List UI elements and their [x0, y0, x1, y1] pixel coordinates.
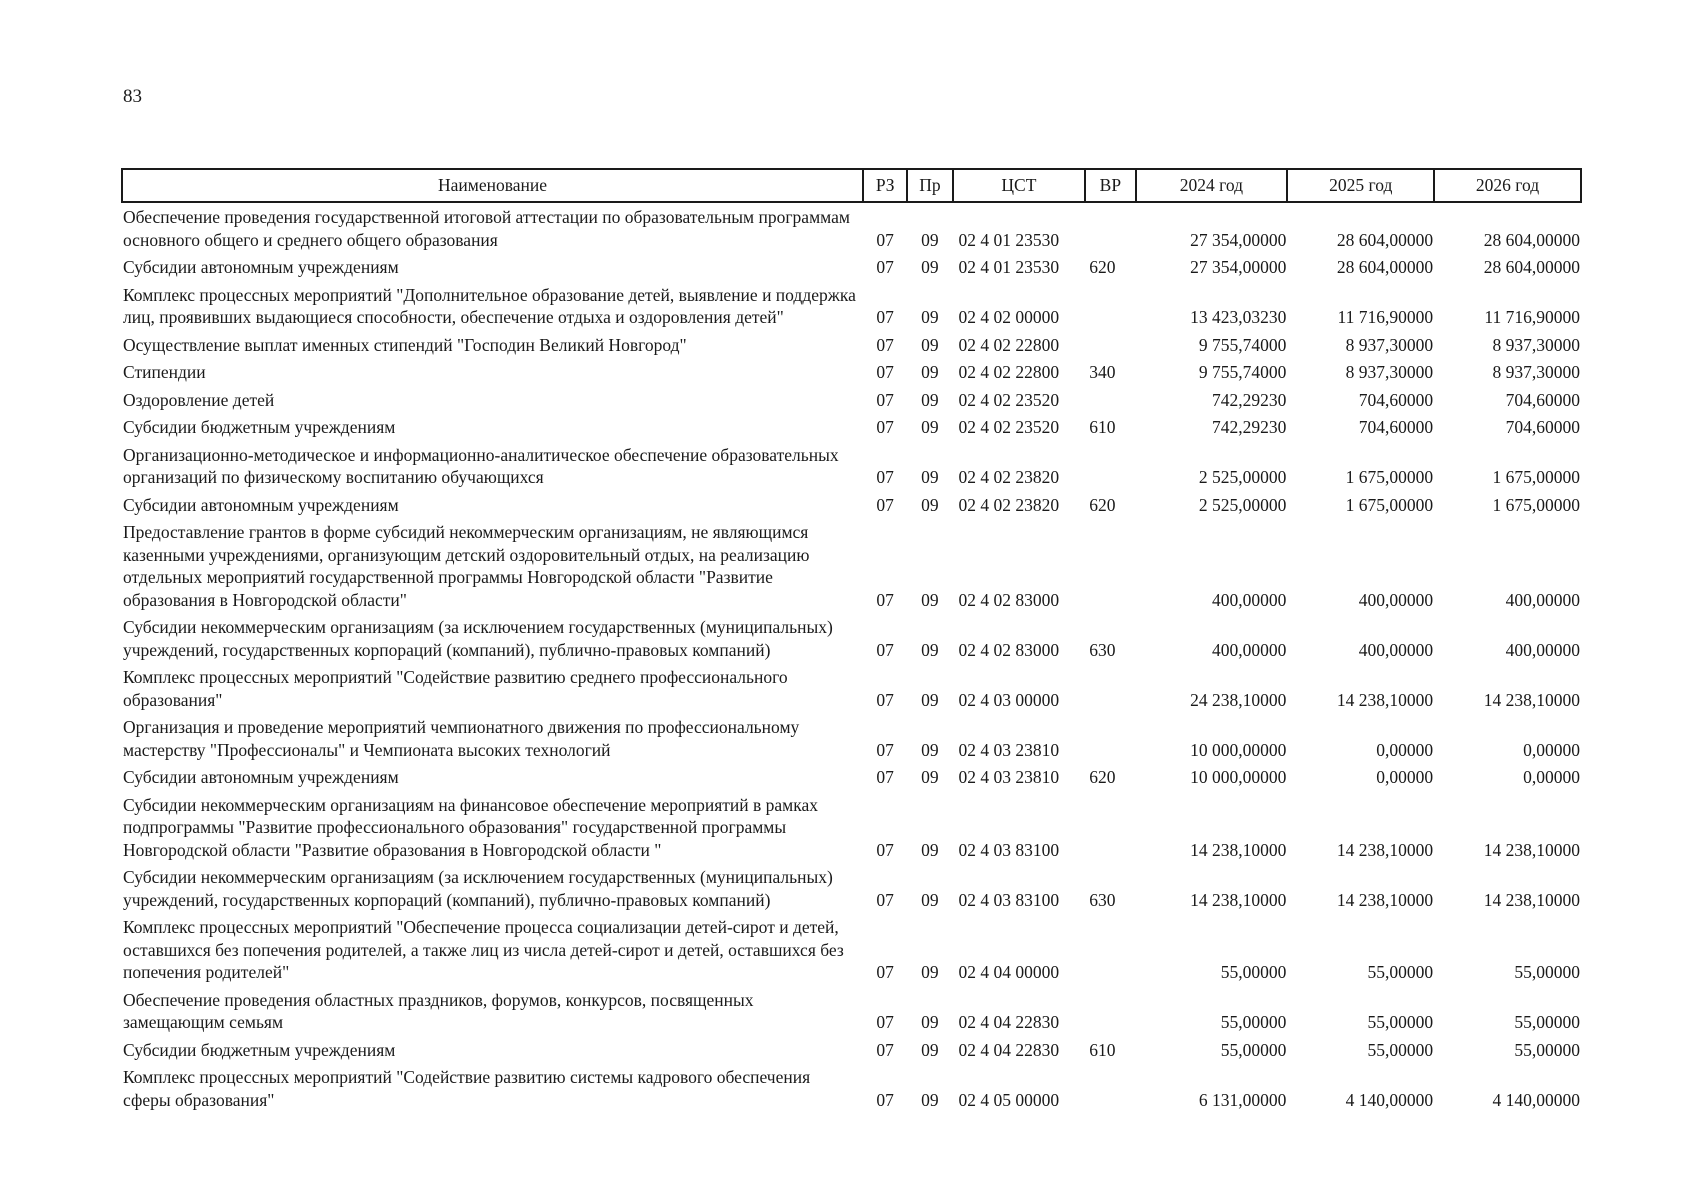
row-rz: 07: [876, 229, 894, 250]
row-name: Субсидии некоммерческим организациям (за исключением государственных (муниципальных) учреждений, государственных корпораций (компаний), публично-правовых компаний): [123, 867, 833, 910]
row-name: Комплекс процессных мероприятий "Содействие развитию среднего профессионального образования": [123, 667, 788, 710]
header-2024: 2024 год: [1136, 169, 1288, 202]
row-amount-2025: 14 238,10000: [1336, 839, 1434, 860]
row-name: Субсидии автономным учреждениям: [123, 767, 399, 787]
row-amount-2026: 28 604,00000: [1483, 257, 1580, 277]
header-2026: 2026 год: [1434, 169, 1581, 202]
row-vr: [1085, 441, 1135, 491]
row-amount-2024: 27 354,00000: [1190, 257, 1287, 277]
table-row: [122, 518, 1581, 613]
row-amount-2024: 400,00000: [1211, 589, 1287, 610]
row-amount-2026: 704,60000: [1505, 389, 1580, 410]
row-amount-2026: 4 140,00000: [1492, 1089, 1580, 1110]
table-row: [122, 1036, 1581, 1064]
table-body: [122, 202, 1581, 1113]
row-vr: [1085, 986, 1135, 1036]
row-cst: 02 4 03 83100: [958, 889, 1060, 910]
table-row: [122, 253, 1581, 281]
row-rz: 07: [876, 689, 894, 710]
row-amount-2025: 0,00000: [1376, 767, 1434, 787]
row-amount-2024: 742,29230: [1211, 417, 1287, 437]
row-amount-2024: 6 131,00000: [1198, 1089, 1287, 1110]
row-amount-2026: 14 238,10000: [1483, 689, 1580, 710]
row-pr: 09: [921, 229, 939, 250]
row-name: Обеспечение проведения областных праздников, форумов, конкурсов, посвященных замещающим семьям: [123, 989, 754, 1032]
row-rz: 07: [876, 639, 894, 660]
row-amount-2025: 55,00000: [1367, 962, 1434, 982]
row-pr: 09: [921, 739, 939, 760]
row-rz: 07: [876, 962, 894, 982]
row-name: Субсидии бюджетным учреждениям: [123, 1039, 396, 1060]
row-vr: [1085, 791, 1135, 864]
row-name: Субсидии автономным учреждениям: [123, 494, 399, 515]
row-cst: 02 4 02 22800: [958, 362, 1060, 382]
row-cst: 02 4 02 00000: [958, 307, 1060, 327]
row-amount-2025: 0,00000: [1376, 739, 1434, 760]
row-amount-2025: 1 675,00000: [1345, 467, 1434, 487]
row-vr: 630: [1089, 639, 1116, 660]
table-row: [122, 913, 1581, 986]
row-pr: 09: [921, 889, 939, 910]
table-row: [122, 986, 1581, 1036]
header-pr: Пр: [907, 169, 952, 202]
row-vr: [1085, 331, 1135, 359]
row-pr: 09: [921, 417, 939, 437]
row-amount-2025: 55,00000: [1367, 1012, 1434, 1032]
row-cst: 02 4 02 22800: [958, 334, 1060, 355]
table-row: [122, 281, 1581, 331]
table-row: [122, 863, 1581, 913]
row-rz: 07: [876, 307, 894, 327]
row-cst: 02 4 04 22830: [958, 1039, 1060, 1060]
row-rz: 07: [876, 1089, 894, 1110]
row-amount-2026: 14 238,10000: [1483, 839, 1580, 860]
row-name: Организационно-методическое и информационно-аналитическое обеспечение образовательных организаций по физическому воспитанию обучающихся: [123, 444, 839, 487]
row-pr: 09: [921, 1012, 939, 1032]
row-amount-2026: 400,00000: [1505, 639, 1580, 660]
row-amount-2026: 8 937,30000: [1492, 362, 1580, 382]
row-rz: 07: [876, 589, 894, 610]
row-amount-2024: 10 000,00000: [1190, 767, 1287, 787]
row-rz: 07: [876, 389, 894, 410]
row-amount-2024: 55,00000: [1220, 1012, 1287, 1032]
row-amount-2024: 742,29230: [1211, 389, 1287, 410]
row-amount-2024: 13 423,03230: [1190, 307, 1287, 327]
row-rz: 07: [876, 1012, 894, 1032]
table-row: [122, 331, 1581, 359]
row-cst: 02 4 03 00000: [958, 689, 1060, 710]
row-amount-2025: 28 604,00000: [1336, 257, 1434, 277]
table-row: [122, 491, 1581, 519]
row-rz: 07: [876, 334, 894, 355]
row-cst: 02 4 04 22830: [958, 1012, 1060, 1032]
row-cst: 02 4 02 23820: [958, 494, 1060, 515]
row-rz: 07: [876, 739, 894, 760]
row-cst: 02 4 01 23530: [958, 257, 1060, 277]
row-name: Субсидии некоммерческим организациям на финансовое обеспечение мероприятий в рамках подпрограммы "Развитие профессионального образования" государственной программы Новгородской области "Развитие образования в Новгородской области ": [123, 794, 818, 860]
row-amount-2026: 704,60000: [1505, 417, 1580, 437]
row-amount-2024: 9 755,74000: [1198, 362, 1287, 382]
row-rz: 07: [876, 467, 894, 487]
row-pr: 09: [921, 1089, 939, 1110]
row-vr: 340: [1089, 362, 1116, 382]
row-name: Комплекс процессных мероприятий "Обеспечение процесса социализации детей-сирот и детей, оставшихся без попечения родителей, а также лиц из числа детей-сирот и детей, оставшихся без попечения родителей": [123, 917, 844, 982]
row-amount-2025: 55,00000: [1367, 1039, 1434, 1060]
row-pr: 09: [921, 689, 939, 710]
row-amount-2025: 400,00000: [1358, 589, 1434, 610]
row-cst: 02 4 03 23810: [958, 739, 1060, 760]
row-name: Предоставление грантов в форме субсидий некоммерческим организациям, не являющимся казенными учреждениями, организующим детский оздоровительный отдых, на реализацию отдельных мероприятий государственной программы Новгородской области "Развитие образования в Новгородской области": [123, 522, 810, 610]
row-amount-2026: 1 675,00000: [1492, 494, 1580, 515]
row-amount-2026: 55,00000: [1514, 962, 1580, 982]
row-amount-2026: 400,00000: [1505, 589, 1580, 610]
row-amount-2024: 400,00000: [1211, 639, 1287, 660]
row-vr: 630: [1089, 889, 1116, 910]
row-vr: 620: [1089, 257, 1116, 277]
row-cst: 02 4 05 00000: [958, 1089, 1060, 1110]
row-rz: 07: [876, 839, 894, 860]
row-rz: 07: [876, 889, 894, 910]
header-rz: РЗ: [863, 169, 907, 202]
row-amount-2025: 704,60000: [1358, 389, 1434, 410]
row-rz: 07: [876, 362, 894, 382]
table-row: [122, 358, 1581, 386]
row-amount-2025: 400,00000: [1358, 639, 1434, 660]
row-rz: 07: [876, 1039, 894, 1060]
row-name: Оздоровление детей: [123, 389, 275, 410]
row-rz: 07: [876, 417, 894, 437]
header-cst: ЦСТ: [953, 169, 1086, 202]
table-row: [122, 663, 1581, 713]
row-pr: 09: [921, 494, 939, 515]
row-pr: 09: [921, 362, 939, 382]
row-amount-2026: 1 675,00000: [1492, 467, 1580, 487]
row-amount-2025: 28 604,00000: [1336, 229, 1434, 250]
row-vr: [1085, 713, 1135, 763]
table-row: [122, 413, 1581, 441]
row-cst: 02 4 01 23530: [958, 229, 1060, 250]
row-vr: 610: [1089, 417, 1116, 437]
page-number: 83: [123, 86, 142, 107]
row-pr: 09: [921, 962, 939, 982]
row-amount-2024: 55,00000: [1220, 1039, 1287, 1060]
row-name: Субсидии бюджетным учреждениям: [123, 417, 396, 437]
row-cst: 02 4 02 83000: [958, 589, 1060, 610]
row-amount-2026: 0,00000: [1523, 767, 1580, 787]
row-name: Комплекс процессных мероприятий "Дополнительное образование детей, выявление и поддержка лиц, проявивших выдающиеся способности, обеспечение отдыха и оздоровления детей": [123, 284, 856, 327]
row-amount-2024: 2 525,00000: [1198, 494, 1287, 515]
row-name: Осуществление выплат именных стипендий "Господин Великий Новгород": [123, 334, 687, 355]
row-amount-2024: 2 525,00000: [1198, 467, 1287, 487]
row-amount-2026: 55,00000: [1514, 1012, 1580, 1032]
header-name: Наименование: [122, 169, 863, 202]
row-cst: 02 4 02 23520: [958, 417, 1060, 437]
row-vr: [1085, 663, 1135, 713]
row-pr: 09: [921, 334, 939, 355]
row-pr: 09: [921, 1039, 939, 1060]
row-cst: 02 4 03 23810: [958, 767, 1060, 787]
row-cst: 02 4 02 23520: [958, 389, 1060, 410]
row-name: Комплекс процессных мероприятий "Содействие развитию системы кадрового обеспечения сферы образования": [123, 1067, 811, 1110]
row-amount-2026: 28 604,00000: [1483, 229, 1580, 250]
row-name: Субсидии автономным учреждениям: [123, 257, 399, 277]
row-amount-2024: 9 755,74000: [1198, 334, 1287, 355]
row-amount-2026: 0,00000: [1523, 739, 1580, 760]
table-row: [122, 713, 1581, 763]
table-row: [122, 386, 1581, 414]
row-amount-2024: 14 238,10000: [1190, 839, 1287, 860]
row-amount-2025: 4 140,00000: [1345, 1089, 1434, 1110]
row-amount-2025: 704,60000: [1358, 417, 1434, 437]
row-amount-2025: 14 238,10000: [1336, 889, 1434, 910]
row-vr: [1085, 913, 1135, 986]
budget-table: [121, 168, 1582, 1113]
table-header-row: [122, 169, 1581, 202]
table-row: [122, 763, 1581, 791]
row-amount-2024: 27 354,00000: [1190, 229, 1287, 250]
row-name: Стипендии: [123, 362, 206, 382]
row-amount-2025: 14 238,10000: [1336, 689, 1434, 710]
row-vr: 620: [1089, 767, 1116, 787]
row-amount-2025: 8 937,30000: [1345, 334, 1434, 355]
row-vr: [1085, 281, 1135, 331]
row-amount-2025: 1 675,00000: [1345, 494, 1434, 515]
row-vr: [1085, 202, 1135, 253]
row-vr: [1085, 386, 1135, 414]
row-vr: [1085, 1063, 1135, 1113]
row-pr: 09: [921, 467, 939, 487]
row-cst: 02 4 04 00000: [958, 962, 1060, 982]
table-row: [122, 1063, 1581, 1113]
row-amount-2026: 11 716,90000: [1484, 307, 1580, 327]
row-name: Субсидии некоммерческим организациям (за исключением государственных (муниципальных) учреждений, государственных корпораций (компаний), публично-правовых компаний): [123, 617, 833, 660]
table-row: [122, 441, 1581, 491]
table-row: [122, 613, 1581, 663]
row-cst: 02 4 02 23820: [958, 467, 1060, 487]
row-amount-2024: 55,00000: [1220, 962, 1287, 982]
row-name: Обеспечение проведения государственной итоговой аттестации по образовательным программам основного общего и среднего общего образования: [123, 207, 850, 250]
table-row: [122, 202, 1581, 253]
row-cst: 02 4 02 83000: [958, 639, 1060, 660]
row-amount-2026: 55,00000: [1514, 1039, 1580, 1060]
row-amount-2025: 11 716,90000: [1337, 307, 1434, 327]
row-vr: 620: [1089, 494, 1116, 515]
row-vr: 610: [1089, 1039, 1116, 1060]
row-pr: 09: [921, 589, 939, 610]
row-pr: 09: [921, 389, 939, 410]
row-amount-2024: 14 238,10000: [1190, 889, 1287, 910]
row-vr: [1085, 518, 1135, 613]
row-pr: 09: [921, 257, 939, 277]
row-amount-2024: 24 238,10000: [1190, 689, 1287, 710]
row-amount-2025: 8 937,30000: [1345, 362, 1434, 382]
header-vr: ВР: [1085, 169, 1135, 202]
row-rz: 07: [876, 494, 894, 515]
row-name: Организация и проведение мероприятий чемпионатного движения по профессиональному мастерству "Профессионалы" и Чемпионата высоких технологий: [123, 717, 800, 760]
row-cst: 02 4 03 83100: [958, 839, 1060, 860]
row-amount-2026: 14 238,10000: [1483, 889, 1580, 910]
row-pr: 09: [921, 839, 939, 860]
row-rz: 07: [876, 257, 894, 277]
row-rz: 07: [876, 767, 894, 787]
row-amount-2024: 10 000,00000: [1190, 739, 1287, 760]
row-amount-2026: 8 937,30000: [1492, 334, 1580, 355]
row-pr: 09: [921, 307, 939, 327]
header-2025: 2025 год: [1287, 169, 1434, 202]
table-row: [122, 791, 1581, 864]
row-pr: 09: [921, 639, 939, 660]
row-pr: 09: [921, 767, 939, 787]
